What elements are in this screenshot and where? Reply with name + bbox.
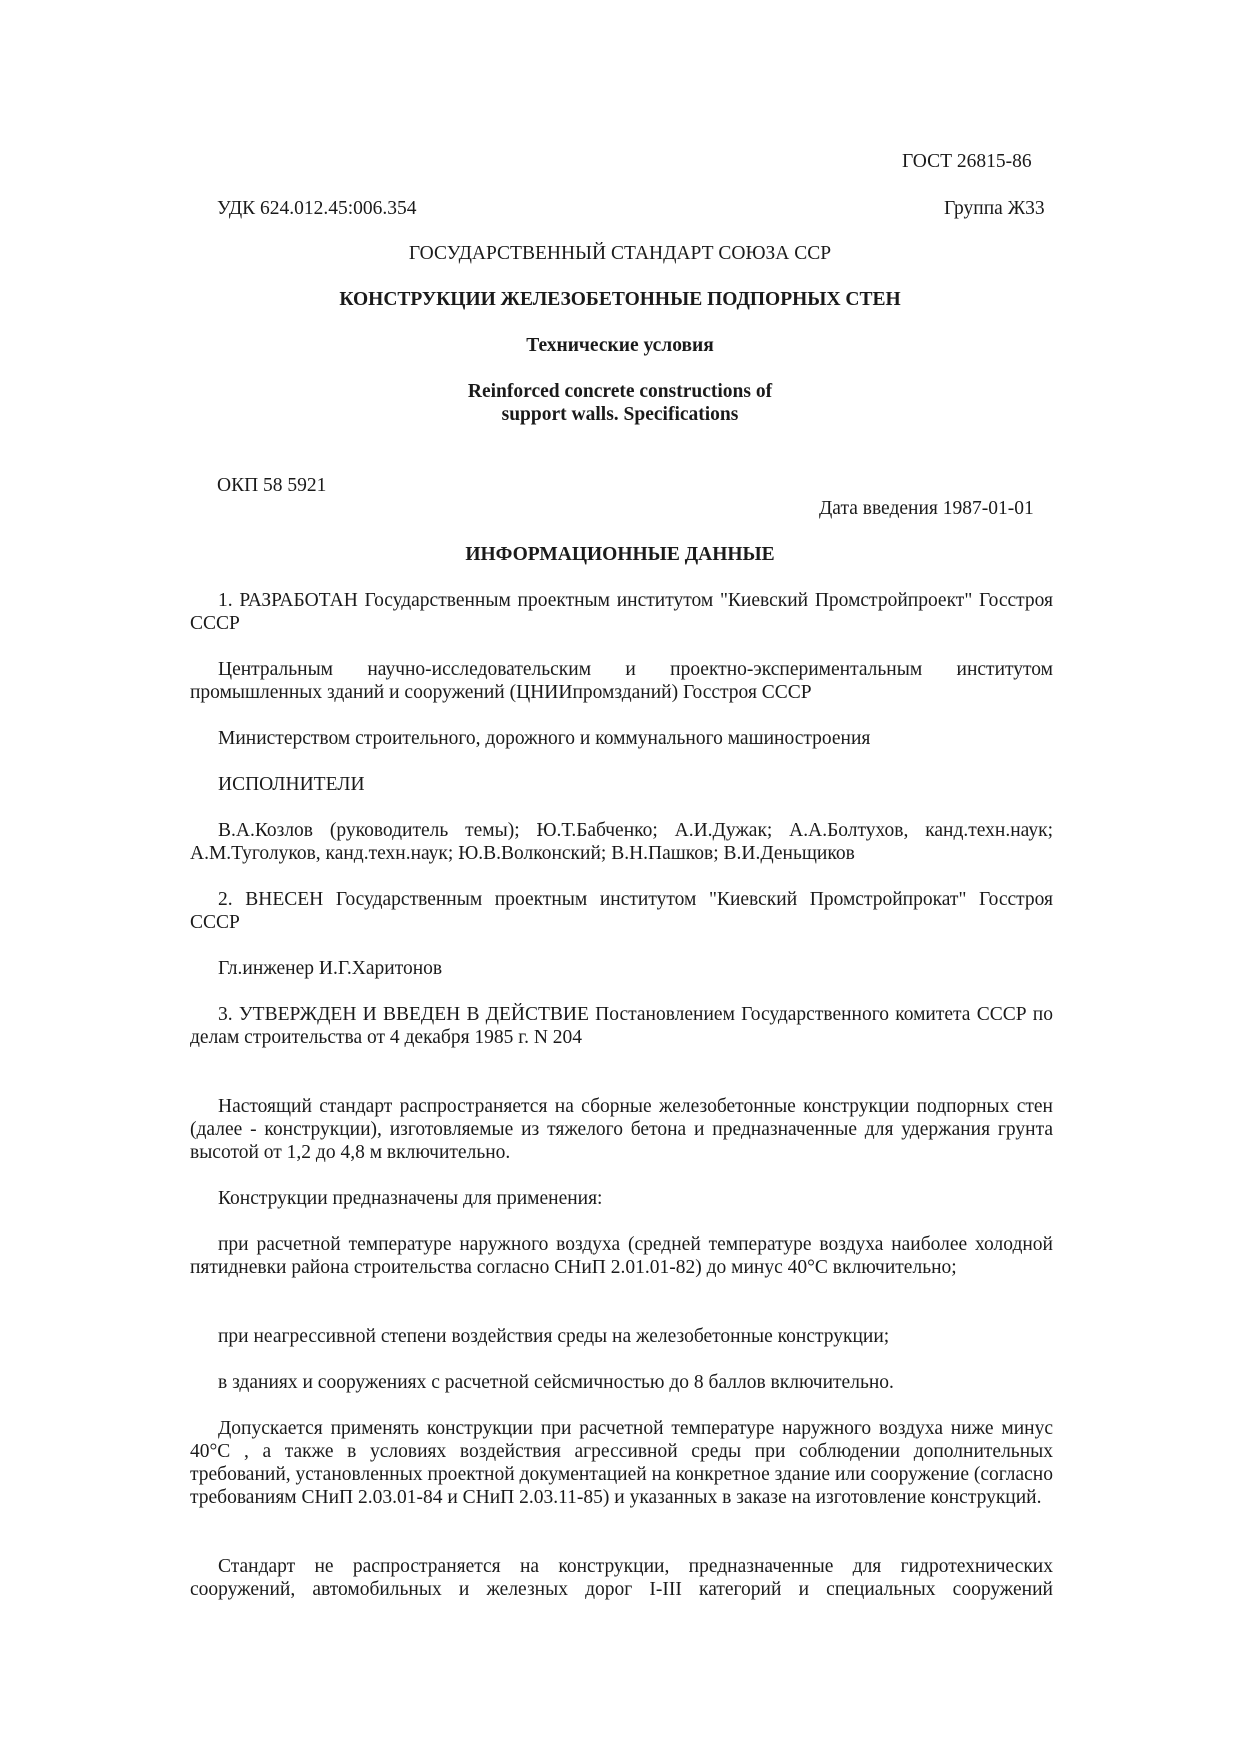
body-paragraph: при неагрессивной степени воздействия среды на железобетонные конструкции; [218,1326,890,1347]
body-paragraph: в зданиях и сооружениях с расчетной сейсмичностью до 8 баллов включительно. [218,1372,894,1393]
document-subtitle: Технические условия [526,335,714,356]
english-title-line2: support walls. Specifications [501,404,739,425]
english-title-line1: Reinforced concrete constructions of [467,381,773,402]
body-paragraph: Допускается применять конструкции при расчетной температуре наружного воздуха ниже минус 40°С , а также в условиях воздействия агрессивной среды при соблюдении дополнительных требований, установленных проектной документацией на конкретное здание или сооружение (согласно требованиям СНиП 2.03.01-84 и СНиП 2.03.11-85) и указанных в заказе на изготовление конструкций. [190,1418,1053,1508]
info-paragraph: Министерством строительного, дорожного и коммунального машиностроения [218,728,871,749]
info-paragraph: 2. ВНЕСЕН Государственным проектным институтом "Киевский Промстройпрокат" Госстроя СССР [190,889,1053,933]
udk-code: УДК 624.012.45:006.354 [217,198,417,219]
info-paragraph: 1. РАЗРАБОТАН Государственным проектным институтом "Киевский Промстройпроект" Госстроя СССР [190,590,1053,634]
body-paragraph: Настоящий стандарт распространяется на сборные железобетонные конструкции подпорных стен (далее - конструкции), изготовляемые из тяжелого бетона и предназначенные для удержания грунта высотой от 1,2 до 4,8 м включительно. [190,1096,1053,1163]
body-paragraph: Конструкции предназначены для применения: [218,1188,603,1209]
okp-code: ОКП 58 5921 [217,475,327,496]
body-paragraph: Стандарт не распространяется на конструкции, предназначенные для гидротехнических сооружений, автомобильных и железных дорог I-III категорий и специальных сооружений [190,1556,1053,1600]
body-paragraph: при расчетной температуре наружного воздуха (средней температуре воздуха наиболее холодной пятидневки района строительства согласно СНиП 2.01.01-82) до минус 40°С включительно; [190,1234,1053,1278]
standard-org: ГОСУДАРСТВЕННЫЙ СТАНДАРТ СОЮЗА ССР [408,243,832,264]
info-heading: ИНФОРМАЦИОННЫЕ ДАННЫЕ [465,544,775,565]
gost-number: ГОСТ 26815-86 [902,151,1032,172]
intro-date: Дата введения 1987-01-01 [819,498,1034,519]
info-paragraph: Гл.инженер И.Г.Харитонов [218,958,443,979]
info-paragraph: 3. УТВЕРЖДЕН И ВВЕДЕН В ДЕЙСТВИЕ Постановлением Государственного комитета СССР по делам строительства от 4 декабря 1985 г. N 204 [190,1004,1053,1048]
info-paragraph: В.А.Козлов (руководитель темы); Ю.Т.Бабченко; А.И.Дужак; А.А.Болтухов, канд.техн.наук; А.М.Туголуков, канд.техн.наук; Ю.В.Волконский; В.Н.Пашков; В.И.Деньщиков [190,820,1053,864]
document-title: КОНСТРУКЦИИ ЖЕЛЕЗОБЕТОННЫЕ ПОДПОРНЫХ СТЕН [339,289,901,310]
group-code: Группа Ж33 [944,198,1045,219]
info-paragraph: ИСПОЛНИТЕЛИ [218,774,365,795]
info-paragraph: Центральным научно-исследовательским и проектно-экспериментальным институтом промышленных зданий и сооружений (ЦНИИпромзданий) Госстроя СССР [190,659,1053,703]
